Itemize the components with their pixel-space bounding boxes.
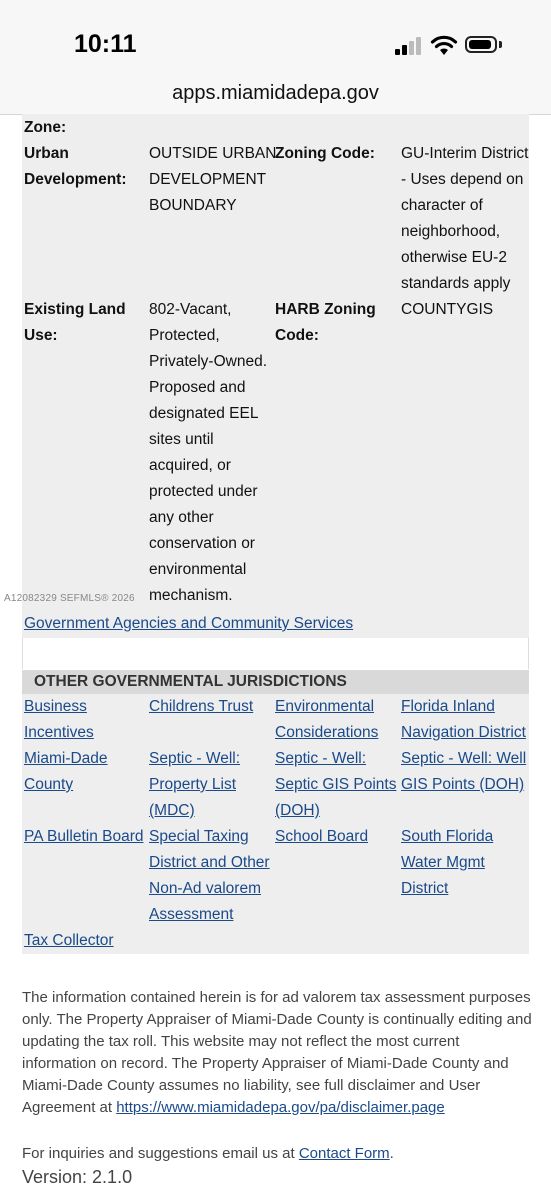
zoning-panel <box>22 114 529 638</box>
inquiries-text: For inquiries and suggestions email us at <box>22 1145 299 1162</box>
zoning-code-value-line5: otherwise EU-2 <box>401 249 507 266</box>
zoning-code-value-line6: standards apply <box>401 275 511 292</box>
link-environmental-considerations[interactable] <box>275 694 378 746</box>
link-business-incentives[interactable] <box>24 694 94 746</box>
link-florida-inland-navigation[interactable] <box>401 694 526 746</box>
link-line: Septic - Well: <box>275 750 367 767</box>
urban-development-value-line3: BOUNDARY <box>149 197 237 214</box>
link-line: Septic - Well: <box>149 750 241 767</box>
link-miami-dade-county[interactable] <box>24 746 108 798</box>
zoning-code-value-line4: neighborhood, <box>401 223 501 240</box>
existing-land-use-value-line5: designated EEL <box>149 405 259 422</box>
existing-land-use-value-line2: Protected, <box>149 327 220 344</box>
government-agencies-link[interactable]: Government Agencies and Community Services <box>24 615 354 632</box>
link-childrens-trust[interactable] <box>149 694 253 720</box>
urban-development-label-line1: Urban <box>24 145 69 162</box>
harb-zoning-label-line1: HARB Zoning <box>275 301 376 318</box>
contact-form-link[interactable]: Contact Form <box>298 1145 390 1162</box>
disclaimer-paragraph <box>22 987 532 1119</box>
link-septic-well-gis-points[interactable] <box>401 746 526 798</box>
link-line: Childrens Trust <box>149 698 254 715</box>
battery-tip <box>499 41 502 48</box>
inquiries-paragraph <box>22 1143 532 1165</box>
link-line: County <box>24 776 74 793</box>
existing-land-use-value-line7: acquired, or <box>149 457 231 474</box>
link-pa-bulletin-board[interactable] <box>24 824 143 850</box>
cellular-signal-icon <box>395 37 425 55</box>
zoning-code-value-line3: character of <box>401 197 483 214</box>
harb-zoning-value: COUNTYGIS <box>401 301 494 318</box>
status-time: 10:11 <box>74 30 137 58</box>
link-line: Water Mgmt <box>401 854 485 871</box>
existing-land-use-label-line2: Use: <box>24 327 58 344</box>
inquiries-end: . <box>389 1145 394 1162</box>
link-line: South Florida <box>401 828 494 845</box>
link-line: Business <box>24 698 87 715</box>
urban-development-value-line2: DEVELOPMENT <box>149 171 267 188</box>
link-line: District and Other <box>149 854 270 871</box>
urban-development-label-line2: Development: <box>24 171 127 188</box>
zone-label: Zone: <box>24 119 67 136</box>
disclaimer-link[interactable]: https://www.miamidadepa.gov/pa/disclaimer.page <box>116 1099 445 1116</box>
existing-land-use-value-line4: Proposed and <box>149 379 246 396</box>
link-line: Considerations <box>275 724 379 741</box>
battery-icon <box>465 36 497 53</box>
link-line: (DOH) <box>275 802 320 819</box>
link-line: Non-Ad valorem <box>149 880 261 897</box>
link-school-board[interactable] <box>275 824 368 850</box>
version-text: Version: 2.1.0 <box>22 1167 133 1187</box>
wifi-icon <box>430 34 458 56</box>
link-line: Tax Collector <box>24 932 114 949</box>
link-line: Florida Inland <box>401 698 495 715</box>
link-line: Miami-Dade <box>24 750 108 767</box>
harb-zoning-label-line2: Code: <box>275 327 319 344</box>
existing-land-use-value-line10: conservation or <box>149 535 255 552</box>
link-septic-gis-points[interactable] <box>275 746 396 824</box>
link-line: Septic GIS Points <box>275 776 397 793</box>
existing-land-use-value-line8: protected under <box>149 483 258 500</box>
existing-land-use-value-line3: Privately-Owned. <box>149 353 268 370</box>
link-line: Property List <box>149 776 237 793</box>
jurisdictions-header <box>22 670 529 694</box>
zoning-code-value-line2: - Uses depend on <box>401 171 524 188</box>
existing-land-use-value-line12: mechanism. <box>149 587 233 604</box>
link-line: Special Taxing <box>149 828 249 845</box>
status-bar <box>0 0 551 80</box>
link-line: District <box>401 880 449 897</box>
existing-land-use-value-line11: environmental <box>149 561 247 578</box>
urban-development-value-line1: OUTSIDE URBAN <box>149 145 277 162</box>
link-line: Environmental <box>275 698 375 715</box>
url-text: apps.miamidadepa.gov <box>172 82 379 104</box>
link-line: Incentives <box>24 724 94 741</box>
spacer <box>22 638 529 669</box>
jurisdictions-title: OTHER GOVERNMENTAL JURISDICTIONS <box>34 673 347 690</box>
jurisdictions-panel <box>22 694 529 954</box>
link-line: Septic - Well: Well <box>401 750 527 767</box>
zoning-code-label: Zoning Code: <box>275 145 375 162</box>
link-septic-property-list[interactable] <box>149 746 240 824</box>
link-line: PA Bulletin Board <box>24 828 144 845</box>
link-line: Navigation District <box>401 724 526 741</box>
zoning-code-value-line1: GU-Interim District <box>401 145 529 162</box>
link-tax-collector[interactable] <box>24 928 114 954</box>
mls-watermark: A12082329 SEFMLS® 2026 <box>4 593 135 604</box>
disclaimer-text: The information contained herein is for ad valorem tax assessment purposes only. The Property Appraiser of Miami-Dade County is continually editing and updating the tax roll. This website may not reflect the most current information on record. The Property Appraiser of Miami-Dade County and Miami-Dade County assumes no liability, see full disclaimer and User Agreement at <box>22 989 532 1116</box>
existing-land-use-label-line1: Existing Land <box>24 301 126 318</box>
existing-land-use-value-line9: any other <box>149 509 214 526</box>
link-line: (MDC) <box>149 802 195 819</box>
link-south-florida-water-mgmt[interactable] <box>401 824 493 902</box>
existing-land-use-value-line1: 802-Vacant, <box>149 301 232 318</box>
link-line: School Board <box>275 828 369 845</box>
link-line: GIS Points (DOH) <box>401 776 525 793</box>
existing-land-use-value-line6: sites until <box>149 431 214 448</box>
link-special-taxing-district[interactable] <box>149 824 270 928</box>
link-line: Assessment <box>149 906 234 923</box>
browser-url-bar[interactable] <box>0 80 551 115</box>
